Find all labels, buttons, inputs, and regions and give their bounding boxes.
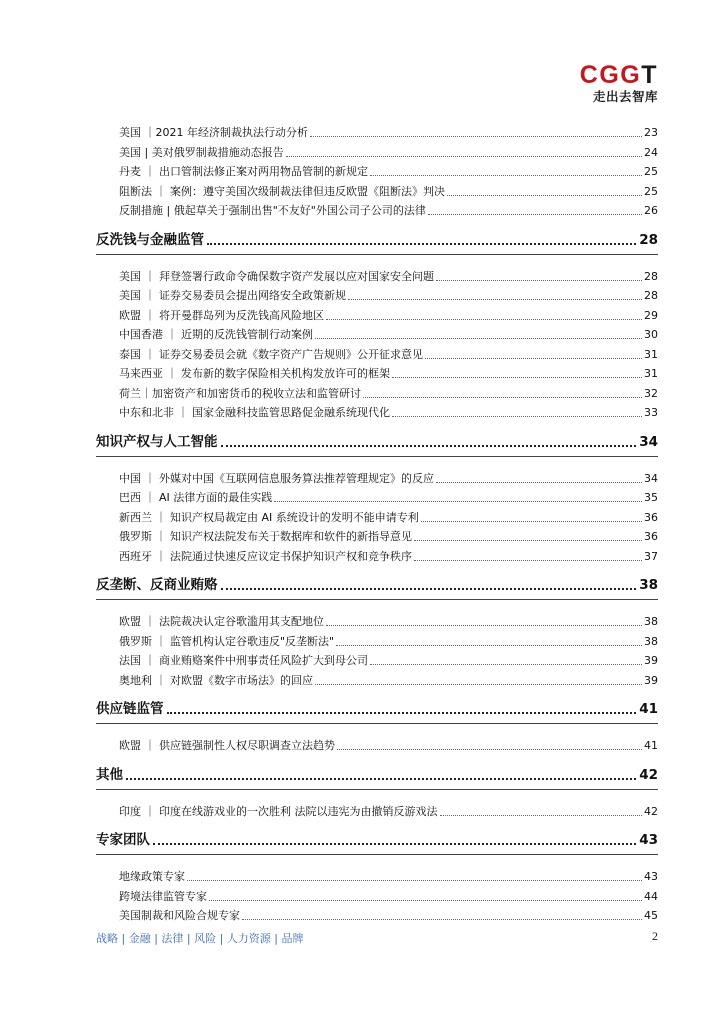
section-title: 知识产权与人工智能 <box>96 433 218 450</box>
toc-entry-title: 美国 ｜ 拜登签署行政命令确保数字资产发展以应对国家安全问题 <box>119 269 434 283</box>
toc-entry-page: 28 <box>644 289 658 302</box>
dot-leader <box>126 778 636 780</box>
toc-entry-page: 35 <box>644 491 658 504</box>
toc-entry[interactable] <box>119 381 658 401</box>
dot-leader <box>436 482 642 483</box>
toc-entry-title: 中国香港 ｜ 近期的反洗钱管制行动案例 <box>119 328 313 341</box>
toc-entry-title: 俄罗斯 ｜ 知识产权法院发布关于数据库和软件的新指导意见 <box>119 530 412 543</box>
footer-tags: 战略 | 金融 | 法律 | 风险 | 人力资源 | 品牌 <box>96 932 304 945</box>
dot-leader <box>286 156 642 157</box>
toc-entry-page: 26 <box>644 204 658 217</box>
toc-entry-page: 25 <box>644 184 658 198</box>
toc-entry[interactable] <box>119 342 658 362</box>
toc-entry[interactable] <box>119 609 658 629</box>
toc-entry[interactable] <box>119 884 658 904</box>
section-divider <box>96 789 658 790</box>
toc-entry-title: 新西兰 ｜ 知识产权局裁定由 AI 系统设计的发明不能申请专利 <box>119 510 419 524</box>
toc-entry-page: 44 <box>644 889 658 903</box>
toc-entry-page: 24 <box>644 145 658 159</box>
toc-entry-title: 欧盟 ｜ 将开曼群岛列为反洗钱高风险地区 <box>119 308 324 322</box>
dot-leader <box>370 175 642 176</box>
logo-wordmark: CGGT <box>579 61 658 89</box>
toc-entry-page: 36 <box>644 510 658 524</box>
toc-entry[interactable] <box>119 283 658 303</box>
toc-entry-title: 欧盟 ｜ 供应链强制性人权尽职调查立法趋势 <box>119 739 335 752</box>
toc-entry[interactable] <box>119 733 658 753</box>
toc-entry[interactable] <box>119 485 658 505</box>
dot-leader <box>414 540 642 541</box>
toc-entry-title: 西班牙 ｜ 法院通过快速反应议定书保护知识产权和竞争秩序 <box>119 549 412 563</box>
toc-entry-page: 29 <box>644 308 658 322</box>
section-page: 34 <box>639 433 658 450</box>
toc-entry[interactable] <box>119 466 658 486</box>
toc-entry[interactable] <box>119 505 658 525</box>
toc-entry-page: 31 <box>644 347 658 361</box>
dot-leader <box>414 560 642 561</box>
toc-entry[interactable] <box>119 629 658 649</box>
dot-leader <box>221 588 637 590</box>
toc-entry-title: 美国 ｜ 证券交易委员会提出网络安全政策新规 <box>119 289 346 302</box>
dot-leader <box>153 843 636 845</box>
toc-entry[interactable] <box>119 903 658 923</box>
toc-entry[interactable] <box>119 648 658 668</box>
dot-leader <box>310 136 642 137</box>
toc-entry-title: 丹麦 ｜ 出口管制法修正案对两用物品管制的新规定 <box>119 165 368 178</box>
section-title: 反洗钱与金融监管 <box>96 231 204 248</box>
toc-entry-page: 34 <box>644 471 658 485</box>
dot-leader <box>242 919 642 920</box>
toc-entry-page: 38 <box>644 615 658 628</box>
toc-entry[interactable] <box>119 799 658 819</box>
toc-entry[interactable] <box>119 159 658 179</box>
toc-entry[interactable] <box>119 120 658 140</box>
toc-entry-page: 43 <box>644 870 658 883</box>
toc-entry-page: 28 <box>644 269 658 283</box>
toc-entry-title: 反制措施 | 俄起草关于强制出售"不友好"外国公司子公司的法律 <box>119 204 426 217</box>
dot-leader <box>209 900 642 901</box>
toc-entry-page: 39 <box>644 654 658 667</box>
dot-leader <box>167 712 637 714</box>
toc-entry-page: 36 <box>644 530 658 543</box>
dot-leader <box>425 358 642 359</box>
dot-leader <box>392 416 642 417</box>
toc-entry-title: 荷兰｜加密资产和加密货币的税收立法和监管研讨 <box>119 386 361 400</box>
toc-entry[interactable] <box>119 400 658 420</box>
toc-entry-title: 跨境法律监管专家 <box>119 889 207 903</box>
toc-entry-title: 巴西 ｜ AI 法律方面的最佳实践 <box>119 491 273 504</box>
toc-entry-title: 美国 | 美对俄罗制裁措施动态报告 <box>119 145 284 159</box>
toc-section-heading[interactable] <box>96 827 658 849</box>
section-title: 其他 <box>96 766 123 783</box>
dot-leader <box>348 299 642 300</box>
dot-leader <box>363 397 642 398</box>
toc-entry[interactable] <box>119 198 658 218</box>
toc-entry-title: 美国 ｜2021 年经济制裁执法行动分析 <box>119 126 308 139</box>
dot-leader <box>315 338 642 339</box>
section-title: 专家团队 <box>96 832 150 848</box>
section-divider <box>96 254 658 255</box>
dot-leader <box>274 501 642 502</box>
toc-entry-title: 地缘政策专家 <box>119 870 185 883</box>
toc-entry-title: 阻断法 ｜ 案例：遵守美国次级制裁法律但违反欧盟《阻断法》判决 <box>119 184 445 198</box>
toc-entry-title: 欧盟 ｜ 法院裁决认定谷歌滥用其支配地位 <box>119 615 324 628</box>
toc-entry-title: 俄罗斯 ｜ 监管机构认定谷歌违反"反垄断法" <box>119 634 335 648</box>
section-divider <box>96 723 658 724</box>
toc-section-heading[interactable] <box>96 572 658 594</box>
section-divider <box>96 854 658 855</box>
toc-entry-page: 30 <box>644 328 658 341</box>
toc-entry[interactable] <box>119 361 658 381</box>
dot-leader <box>428 214 642 215</box>
toc-entry[interactable] <box>119 544 658 564</box>
dot-leader <box>436 280 642 281</box>
toc-entry-title: 奥地利 ｜ 对欧盟《数字市场法》的回应 <box>119 673 313 687</box>
section-page: 38 <box>639 577 658 593</box>
toc-entry-page: 38 <box>644 634 658 648</box>
dot-leader <box>336 645 642 646</box>
toc-entry-title: 中国 ｜ 外媒对中国《互联网信息服务算法推荐管理规定》的反应 <box>119 471 434 485</box>
toc-entry-page: 37 <box>644 549 658 563</box>
dot-leader <box>337 749 642 750</box>
logo-subtitle: 走出去智库 <box>592 89 658 104</box>
section-divider <box>96 456 658 457</box>
section-page: 43 <box>639 832 658 848</box>
toc-entry-page: 32 <box>644 386 658 400</box>
brand-logo <box>580 62 658 105</box>
toc-entry[interactable] <box>119 264 658 284</box>
dot-leader <box>326 625 642 626</box>
section-page: 28 <box>639 231 658 248</box>
toc-section-heading[interactable] <box>96 227 658 249</box>
toc-entry[interactable] <box>119 524 658 544</box>
toc-entry-title: 泰国 ｜ 证券交易委员会就《数字资产广告规则》公开征求意见 <box>119 347 423 361</box>
toc-entry-page: 25 <box>644 165 658 178</box>
dot-leader <box>326 319 642 320</box>
toc-entry[interactable] <box>119 140 658 160</box>
section-title: 反垄断、反商业贿赂 <box>96 577 218 593</box>
toc-section-heading[interactable] <box>96 429 658 451</box>
toc-entry-page: 42 <box>644 804 658 818</box>
toc-section-heading[interactable] <box>96 762 658 784</box>
toc-entry[interactable] <box>119 179 658 199</box>
toc-entry-page: 39 <box>644 673 658 687</box>
dot-leader <box>447 195 642 196</box>
section-page: 42 <box>639 766 658 783</box>
toc-section-heading[interactable] <box>96 696 658 718</box>
toc-entry-title: 马来西亚 ｜ 发布新的数字保险相关机构发放许可的框架 <box>119 367 390 380</box>
toc-entry-page: 33 <box>644 406 658 419</box>
toc-entry[interactable] <box>119 668 658 688</box>
toc-entry[interactable] <box>119 303 658 323</box>
toc-entry-title: 印度 ｜ 印度在线游戏业的一次胜利 法院以违宪为由撤销反游戏法 <box>119 804 438 818</box>
dot-leader <box>370 664 642 665</box>
page-number: 2 <box>652 929 658 943</box>
toc-entry-title: 法国 ｜ 商业贿赂案件中刑事责任风险扩大到母公司 <box>119 654 368 667</box>
section-page: 41 <box>639 701 658 717</box>
section-divider <box>96 599 658 600</box>
toc-entry[interactable] <box>119 864 658 884</box>
dot-leader <box>421 521 642 522</box>
toc-entry-page: 45 <box>644 909 658 922</box>
dot-leader <box>440 815 643 816</box>
dot-leader <box>221 445 637 447</box>
dot-leader <box>187 880 642 881</box>
toc-entry-title: 中东和北非 ｜ 国家金融科技监管思路促金融系统现代化 <box>119 406 390 419</box>
section-title: 供应链监管 <box>96 701 164 717</box>
toc-entry-page: 41 <box>644 739 658 752</box>
toc-entry[interactable] <box>119 322 658 342</box>
toc-entry-page: 31 <box>644 367 658 380</box>
toc-entry-title: 美国制裁和风险合规专家 <box>119 909 240 922</box>
dot-leader <box>315 684 642 685</box>
dot-leader <box>392 377 642 378</box>
dot-leader <box>207 243 636 245</box>
toc-entry-page: 23 <box>644 126 658 139</box>
